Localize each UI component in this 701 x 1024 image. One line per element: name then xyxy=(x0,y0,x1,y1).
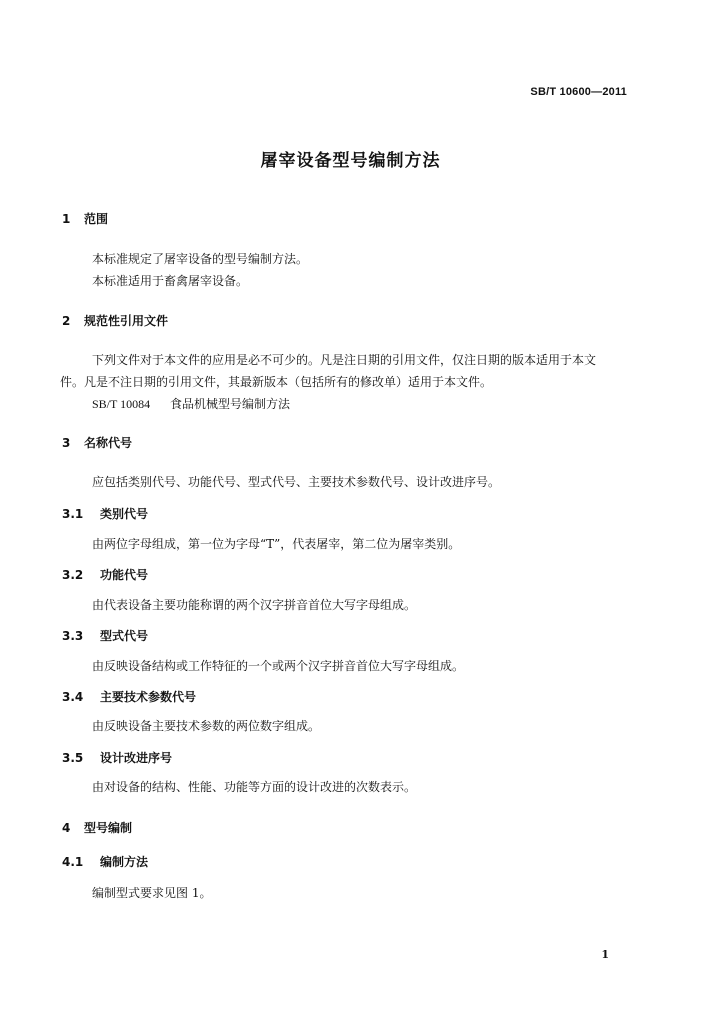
reference-code: SB/T 10084 xyxy=(92,397,151,411)
section-3-4-heading xyxy=(62,688,196,705)
section-4-1-heading xyxy=(62,853,148,870)
paragraph: 本标准规定了屠宰设备的型号编制方法。 xyxy=(92,252,309,266)
section-4-heading xyxy=(62,819,132,836)
standard-number: SB/T 10600—2011 xyxy=(530,86,627,98)
section-title: 设计改进序号 xyxy=(100,751,173,765)
section-number: 3.2 xyxy=(62,568,84,582)
section-title: 类别代号 xyxy=(100,507,149,521)
section-3-5-heading xyxy=(62,749,172,766)
section-title: 名称代号 xyxy=(84,436,133,450)
section-3-1-heading xyxy=(62,505,148,522)
section-title: 功能代号 xyxy=(100,568,149,582)
normative-reference xyxy=(92,395,290,412)
section-title: 主要技术参数代号 xyxy=(100,690,197,704)
section-title: 编制方法 xyxy=(100,855,149,869)
paragraph: 本标准适用于畜禽屠宰设备。 xyxy=(92,274,249,288)
section-number: 1 xyxy=(62,212,71,226)
section-number: 3.5 xyxy=(62,751,84,765)
paragraph: 由反映设备结构或工作特征的一个或两个汉字拼音首位大写字母组成。 xyxy=(92,659,465,673)
page-number: 1 xyxy=(601,948,609,961)
section-number: 4.1 xyxy=(62,855,84,869)
section-number: 2 xyxy=(62,314,71,328)
section-number: 4 xyxy=(62,821,71,835)
paragraph: 应包括类别代号、功能代号、型式代号、主要技术参数代号、设计改进序号。 xyxy=(92,475,501,489)
paragraph: 由两位字母组成，第一位为字母“T”，代表屠宰，第二位为屠宰类别。 xyxy=(92,537,461,551)
reference-title: 食品机械型号编制方法 xyxy=(170,397,291,411)
document-title: 屠宰设备型号编制方法 xyxy=(260,151,441,171)
section-title: 型号编制 xyxy=(84,821,133,835)
section-title: 型式代号 xyxy=(100,629,149,643)
section-number: 3.4 xyxy=(62,690,84,704)
section-number: 3 xyxy=(62,436,71,450)
section-title: 规范性引用文件 xyxy=(84,314,169,328)
section-2-heading xyxy=(62,312,168,329)
section-title: 范围 xyxy=(84,212,109,226)
section-3-2-heading xyxy=(62,566,148,583)
section-1-heading xyxy=(62,210,108,227)
section-number: 3.1 xyxy=(62,507,84,521)
paragraph-line: 件。凡是不注日期的引用文件，其最新版本（包括所有的修改单）适用于本文件。 xyxy=(60,375,493,389)
section-3-heading xyxy=(62,434,132,451)
section-number: 3.3 xyxy=(62,629,84,643)
paragraph: 由反映设备主要技术参数的两位数字组成。 xyxy=(92,719,321,733)
paragraph: 由代表设备主要功能称谓的两个汉字拼音首位大写字母组成。 xyxy=(92,598,417,612)
section-3-3-heading xyxy=(62,627,148,644)
paragraph-line: 下列文件对于本文件的应用是必不可少的。凡是注日期的引用文件，仅注日期的版本适用于本文 xyxy=(92,353,597,367)
paragraph: 编制型式要求见图 1。 xyxy=(92,886,212,900)
paragraph: 由对设备的结构、性能、功能等方面的设计改进的次数表示。 xyxy=(92,780,417,794)
